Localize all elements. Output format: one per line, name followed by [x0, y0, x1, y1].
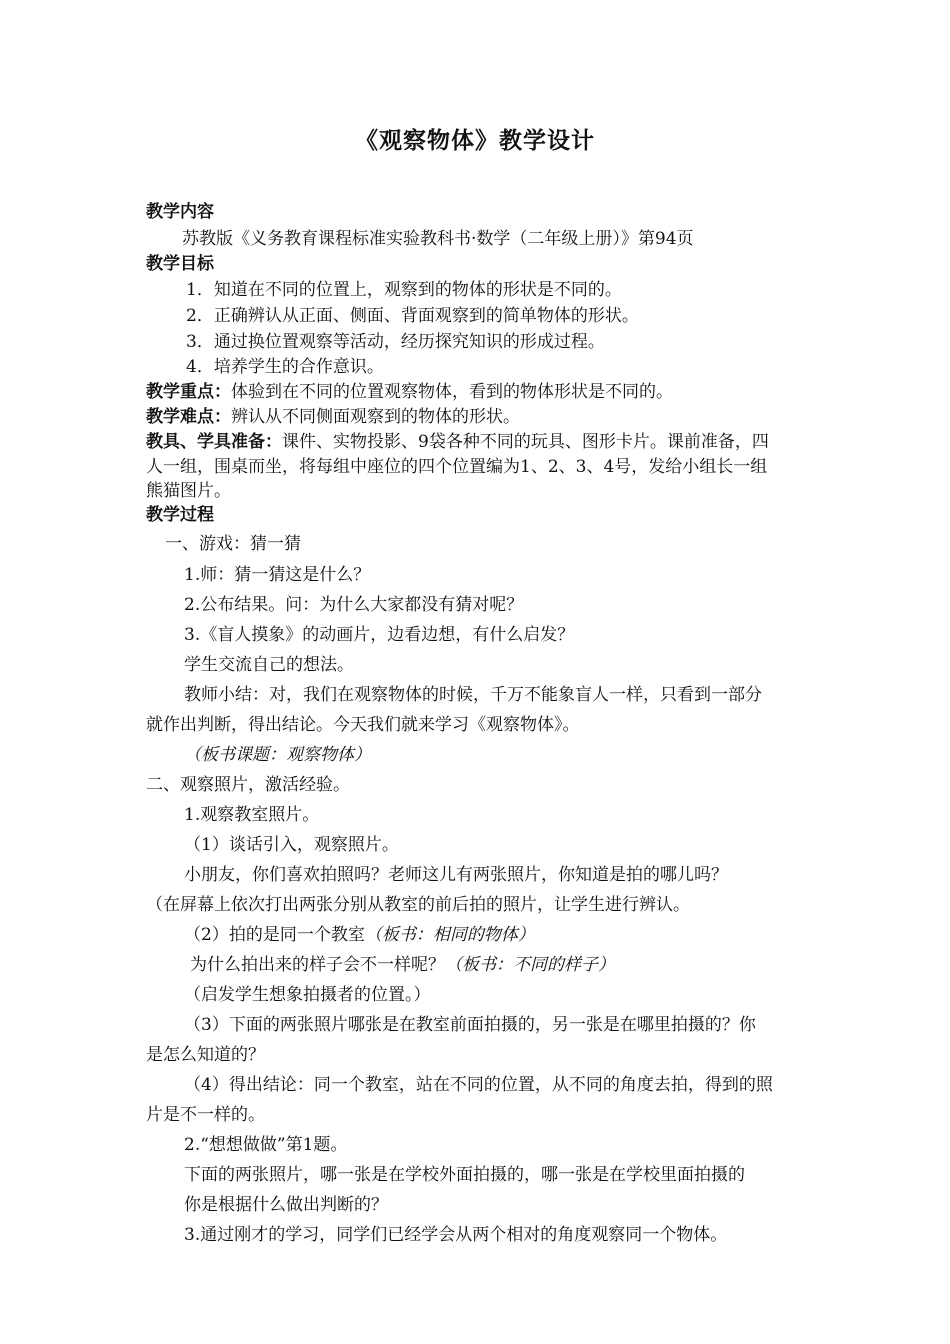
key-point-label: 教学重点：	[146, 382, 231, 402]
key-point-text: 体验到在不同的位置观察物体，看到的物体形状是不同的。	[231, 382, 673, 402]
section-2-heading: 二、观察照片，激活经验。	[146, 775, 350, 795]
board-note: （板书：相同的物体）	[364, 925, 535, 945]
board-note: （板书：不同的样子）	[445, 955, 615, 975]
paragraph: 2.公布结果。问：为什么大家都没有猜对呢？	[184, 595, 524, 615]
paragraph: 3.通过刚才的学习，同学们已经学会从两个相对的角度观察同一个物体。	[184, 1225, 728, 1245]
goals-heading: 教学目标	[146, 254, 214, 274]
difficulty-line	[146, 405, 520, 429]
goal-item: 1．知道在不同的位置上，观察到的物体的形状是不同的。	[186, 280, 622, 300]
document-title: 《观察物体》教学设计	[355, 127, 595, 154]
paragraph: 下面的两张照片，哪一张是在学校外面拍摄的，哪一张是在学校里面拍摄的	[184, 1165, 745, 1185]
paragraph: 学生交流自己的想法。	[184, 655, 354, 675]
paragraph-text: 为什么拍出来的样子会不一样呢？	[190, 955, 445, 975]
prep-text-line: 人一组，围桌而坐，将每组中座位的四个位置编为1、2、3、4号，发给小组长一组	[146, 457, 768, 477]
content-heading: 教学内容	[146, 202, 214, 222]
paragraph: 小朋友，你们喜欢拍照吗？老师这儿有两张照片，你知道是拍的哪儿吗？	[184, 865, 728, 885]
paragraph: 1.观察教室照片。	[184, 805, 320, 825]
paragraph: （4）得出结论：同一个教室，站在不同的位置，从不同的角度去拍，得到的照	[184, 1075, 773, 1095]
paragraph: 是怎么知道的？	[146, 1045, 265, 1065]
content-text: 苏教版《义务教育课程标准实验教科书·数学（二年级上册）》第94页	[182, 229, 694, 249]
paragraph-text: （2）拍的是同一个教室	[184, 925, 365, 945]
key-point-line	[146, 380, 673, 404]
paragraph: 教师小结：对，我们在观察物体的时候，千万不能象盲人一样，只看到一部分	[184, 685, 762, 705]
paragraph: （1）谈话引入，观察照片。	[184, 835, 399, 855]
prep-text: 课件、实物投影、9袋各种不同的玩具、图形卡片。课前准备，四	[282, 432, 769, 452]
paragraph: （3）下面的两张照片哪张是在教室前面拍摄的，另一张是在哪里拍摄的？你	[184, 1015, 756, 1035]
prep-label: 教具、学具准备：	[146, 432, 282, 452]
difficulty-label: 教学难点：	[146, 407, 231, 427]
section-1-heading: 一、游戏：猜一猜	[165, 534, 301, 554]
paragraph: 2.“想想做做”第1题。	[184, 1135, 348, 1155]
paragraph: 片是不一样的。	[146, 1105, 265, 1125]
goal-item: 4．培养学生的合作意识。	[186, 357, 384, 377]
paragraph: （启发学生想象拍摄者的位置。）	[184, 985, 431, 1005]
process-heading: 教学过程	[146, 505, 214, 525]
board-note: （板书课题：观察物体）	[184, 745, 371, 765]
prep-text-line: 熊猫图片。	[146, 481, 231, 501]
paragraph: 就作出判断，得出结论。今天我们就来学习《观察物体》。	[146, 715, 580, 735]
paragraph: （在屏幕上依次打出两张分别从教室的前后拍的照片，让学生进行辨认。	[146, 895, 690, 915]
paragraph-with-note	[190, 953, 615, 977]
paragraph: 1.师：猜一猜这是什么？	[184, 565, 371, 585]
paragraph-with-note	[184, 923, 535, 947]
paragraph: 3.《盲人摸象》的动画片，边看边想，有什么启发？	[184, 625, 575, 645]
difficulty-text: 辨认从不同侧面观察到的物体的形状。	[231, 407, 520, 427]
goal-item: 3．通过换位置观察等活动，经历探究知识的形成过程。	[186, 332, 605, 352]
paragraph: 你是根据什么做出判断的？	[184, 1195, 388, 1215]
prep-line	[146, 430, 769, 454]
goal-item: 2．正确辨认从正面、侧面、背面观察到的简单物体的形状。	[186, 306, 639, 326]
